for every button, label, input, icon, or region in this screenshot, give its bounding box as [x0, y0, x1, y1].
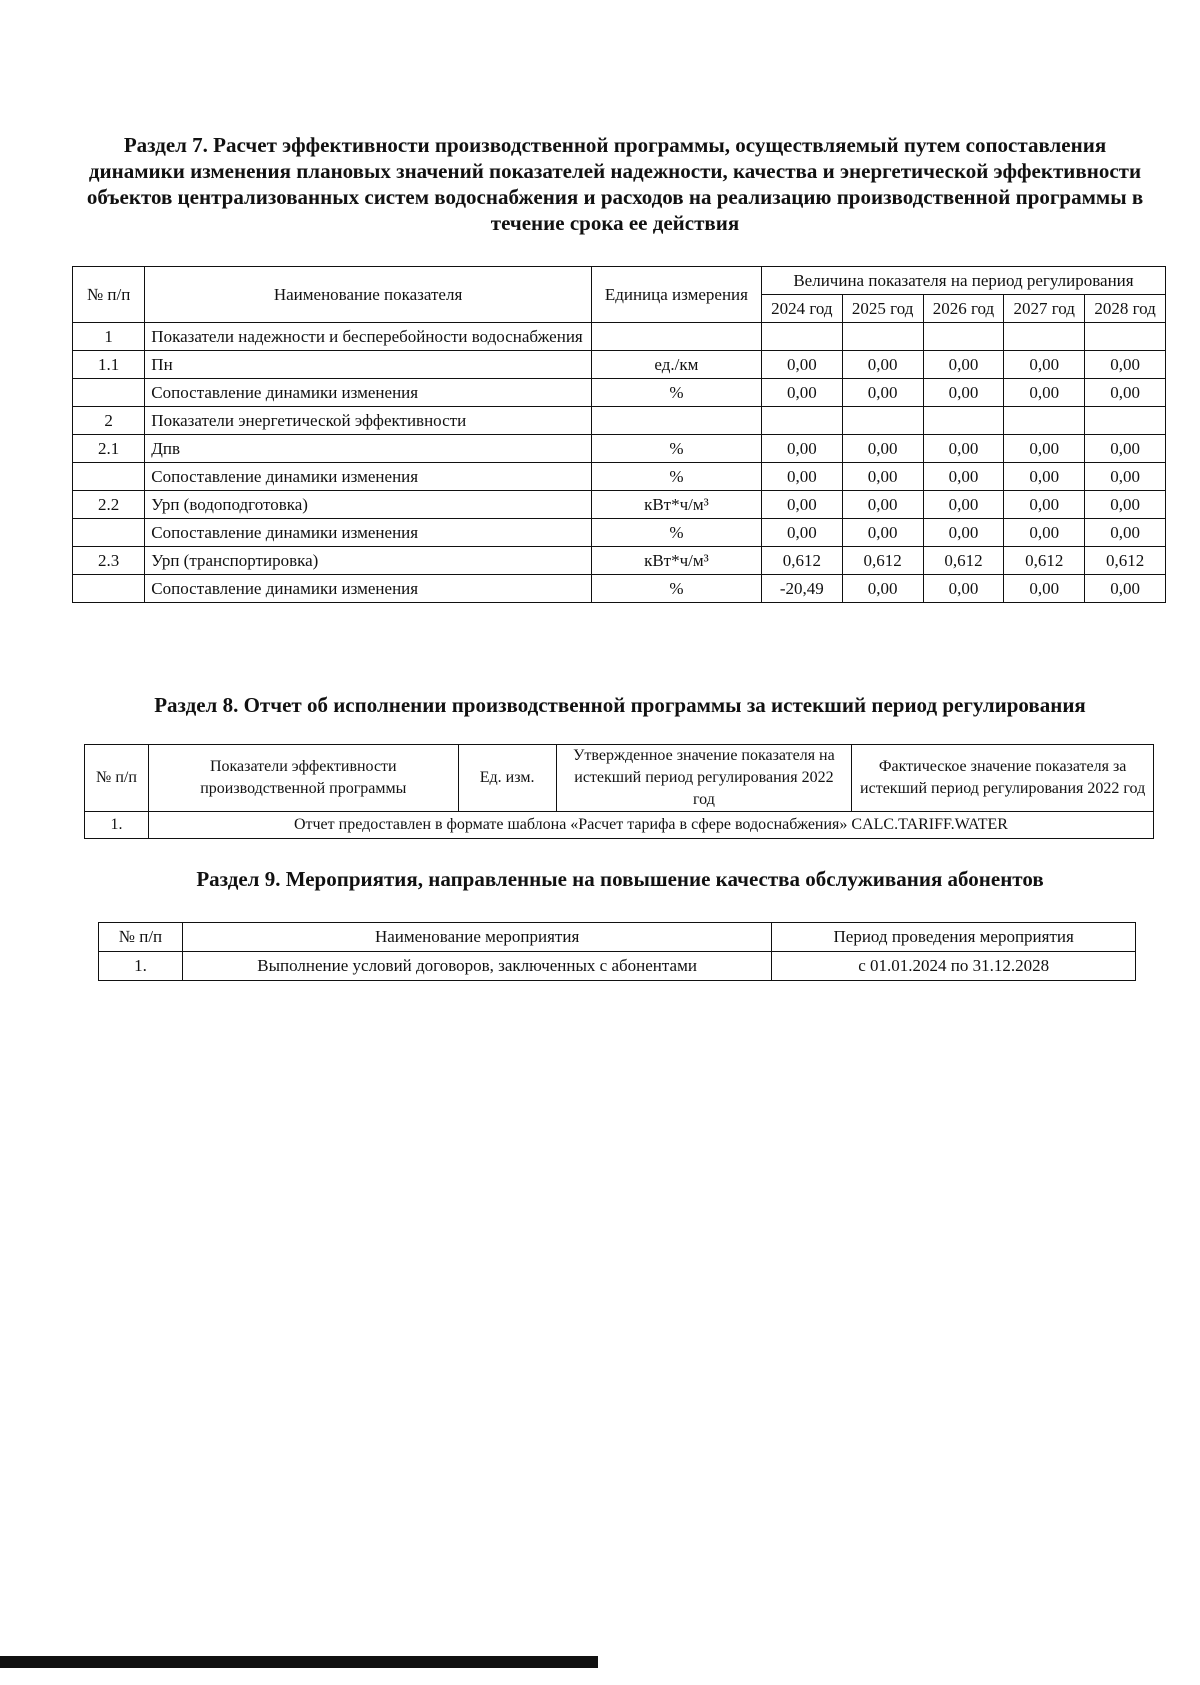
row-value: 0,612 [923, 547, 1004, 575]
row-value: 0,00 [923, 491, 1004, 519]
header-num: № п/п [73, 267, 145, 323]
table-row [73, 575, 1166, 603]
row-value: 0,00 [842, 491, 923, 519]
row-text: Отчет предоставлен в формате шаблона «Расчет тарифа в сфере водоснабжения» CALC.TARIFF.WATER [148, 812, 1153, 839]
row-value: 0,00 [842, 379, 923, 407]
section-8-title: Раздел 8. Отчет об исполнении производственной программы за истекший период регулирования [154, 693, 1086, 717]
row-num: 1.1 [73, 351, 145, 379]
section-9-title: Раздел 9. Мероприятия, направленные на повышение качества обслуживания абонентов [196, 867, 1044, 891]
row-value: 0,00 [842, 351, 923, 379]
row-unit: кВт*ч/м³ [591, 491, 761, 519]
row-value: 0,00 [1004, 519, 1085, 547]
header-name: Показатели эффективности производственной программы [148, 745, 458, 812]
row-unit [591, 407, 761, 435]
row-name: Показатели надежности и бесперебойности водоснабжения [145, 323, 592, 351]
row-value [842, 407, 923, 435]
row-value: 0,00 [761, 379, 842, 407]
row-value: 0,00 [761, 435, 842, 463]
row-name: Пн [145, 351, 592, 379]
row-unit: % [591, 575, 761, 603]
table-row [73, 435, 1166, 463]
row-value: 0,00 [761, 491, 842, 519]
row-value: 0,00 [1085, 463, 1166, 491]
row-value: 0,00 [842, 435, 923, 463]
table-row [73, 547, 1166, 575]
table-row [73, 407, 1166, 435]
row-value: 0,00 [1085, 491, 1166, 519]
row-value: 0,00 [1085, 575, 1166, 603]
row-value [1085, 407, 1166, 435]
row-value: 0,00 [1004, 575, 1085, 603]
row-value [1004, 407, 1085, 435]
row-name: Сопоставление динамики изменения [145, 519, 592, 547]
row-unit: % [591, 435, 761, 463]
row-num: 2.1 [73, 435, 145, 463]
row-num [73, 519, 145, 547]
row-value: 0,612 [761, 547, 842, 575]
row-value [761, 407, 842, 435]
header-year: 2026 год [923, 295, 1004, 323]
row-name: Урп (водоподготовка) [145, 491, 592, 519]
row-num [73, 575, 145, 603]
row-value [1004, 323, 1085, 351]
row-value: 0,00 [1085, 519, 1166, 547]
row-value: 0,00 [842, 463, 923, 491]
header-name: Наименование показателя [145, 267, 592, 323]
row-unit: % [591, 463, 761, 491]
row-value: 0,612 [1004, 547, 1085, 575]
table-row [73, 323, 1166, 351]
row-value: 0,00 [1004, 379, 1085, 407]
header-actual: Фактическое значение показателя за истекший период регулирования 2022 год [852, 745, 1154, 812]
row-value: 0,00 [923, 379, 1004, 407]
row-value [842, 323, 923, 351]
header-unit: Ед. изм. [458, 745, 556, 812]
header-year: 2028 год [1085, 295, 1166, 323]
row-value: 0,00 [1085, 379, 1166, 407]
row-value: 0,00 [1004, 435, 1085, 463]
row-value: 0,612 [842, 547, 923, 575]
row-name: Дпв [145, 435, 592, 463]
row-value: 0,00 [1004, 491, 1085, 519]
row-value [1085, 323, 1166, 351]
row-value [923, 323, 1004, 351]
row-num: 1. [99, 952, 183, 981]
header-year: 2024 год [761, 295, 842, 323]
header-unit: Единица измерения [591, 267, 761, 323]
row-num [73, 463, 145, 491]
row-value: -20,49 [761, 575, 842, 603]
row-num: 2 [73, 407, 145, 435]
header-period: Величина показателя на период регулирования [761, 267, 1165, 295]
header-num: № п/п [99, 923, 183, 952]
row-name: Показатели энергетической эффективности [145, 407, 592, 435]
row-num [73, 379, 145, 407]
row-num: 1. [85, 812, 149, 839]
row-value: 0,00 [842, 519, 923, 547]
table-row [73, 379, 1166, 407]
header-year: 2027 год [1004, 295, 1085, 323]
row-num: 2.2 [73, 491, 145, 519]
section-7-title: Раздел 7. Расчет эффективности производственной программы, осуществляемый путем сопоставления динамики изменения плановых значений показателей надежности, качества и энергетической эффективности объектов централизованных систем водоснабжения и расходов на реализацию производственной программы в течение срока ее действия [86, 133, 1144, 235]
header-name: Наименование мероприятия [182, 923, 771, 952]
row-name: Урп (транспортировка) [145, 547, 592, 575]
row-value: 0,00 [1004, 463, 1085, 491]
section-9-table [98, 922, 1136, 981]
table-row [73, 491, 1166, 519]
row-value: 0,612 [1085, 547, 1166, 575]
row-value [761, 323, 842, 351]
section-7-table [72, 266, 1166, 603]
row-value: 0,00 [842, 575, 923, 603]
header-num: № п/п [85, 745, 149, 812]
row-name: Сопоставление динамики изменения [145, 463, 592, 491]
table-row [73, 519, 1166, 547]
row-unit: кВт*ч/м³ [591, 547, 761, 575]
row-name: Выполнение условий договоров, заключенных с абонентами [182, 952, 771, 981]
row-period: с 01.01.2024 по 31.12.2028 [772, 952, 1136, 981]
row-unit: % [591, 379, 761, 407]
row-value: 0,00 [1085, 435, 1166, 463]
row-unit: % [591, 519, 761, 547]
row-unit: ед./км [591, 351, 761, 379]
row-name: Сопоставление динамики изменения [145, 575, 592, 603]
row-value: 0,00 [923, 575, 1004, 603]
row-num: 1 [73, 323, 145, 351]
header-period: Период проведения мероприятия [772, 923, 1136, 952]
row-value: 0,00 [1085, 351, 1166, 379]
row-value: 0,00 [761, 351, 842, 379]
row-value: 0,00 [923, 435, 1004, 463]
row-num: 2.3 [73, 547, 145, 575]
table-row [73, 351, 1166, 379]
row-value: 0,00 [923, 463, 1004, 491]
row-value: 0,00 [923, 519, 1004, 547]
row-name: Сопоставление динамики изменения [145, 379, 592, 407]
row-unit [591, 323, 761, 351]
row-value [923, 407, 1004, 435]
header-year: 2025 год [842, 295, 923, 323]
row-value: 0,00 [923, 351, 1004, 379]
table-row [73, 463, 1166, 491]
section-8-table [84, 744, 1154, 839]
header-approved: Утвержденное значение показателя на истекший период регулирования 2022 год [556, 745, 852, 812]
row-value: 0,00 [1004, 351, 1085, 379]
row-value: 0,00 [761, 463, 842, 491]
row-value: 0,00 [761, 519, 842, 547]
scan-edge-bar [0, 1656, 598, 1668]
